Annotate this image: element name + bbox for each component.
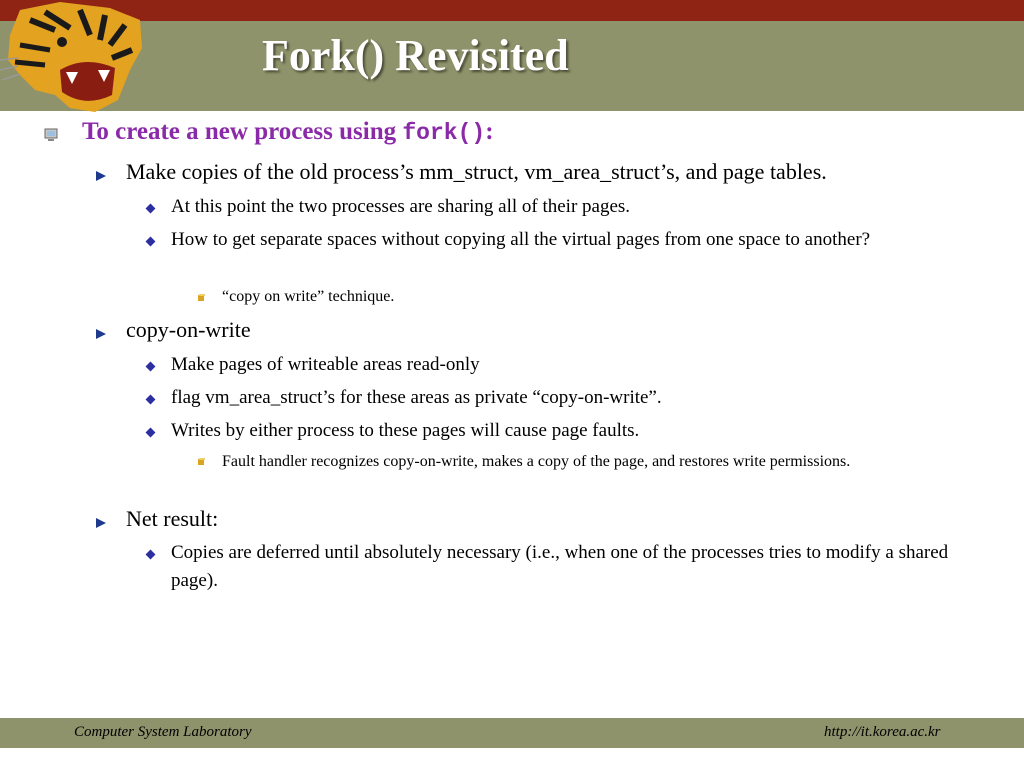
- diamond-bullet-icon: [146, 428, 156, 438]
- bullet-fault-handler: Fault handler recognizes copy-on-write, makes a copy of the page, and restores write permissions.: [222, 453, 851, 470]
- diamond-bullet-icon: [146, 237, 156, 247]
- diamond-bullet-icon: [146, 204, 156, 214]
- bullet-read-only: Make pages of writeable areas read-only: [171, 354, 480, 375]
- slide-title: Fork() Revisited: [262, 31, 569, 80]
- main-bullet-text: To create a new process using: [82, 118, 403, 145]
- diamond-bullet-icon: [146, 550, 156, 560]
- bullet-sharing: At this point the two processes are sharing all of their pages.: [171, 196, 631, 217]
- arrow-triangle-bullet-icon: [96, 329, 106, 339]
- fork-code: fork(): [402, 120, 486, 146]
- small-monitor-bullet-icon: [44, 128, 58, 142]
- bullet-deferred: Copies are deferred until absolutely necessary (i.e., when one of the processes tries to modify a shared page).: [171, 542, 949, 591]
- small-cube-bullet-icon: [198, 458, 205, 465]
- diamond-bullet-icon: [146, 362, 156, 372]
- bullet-copy-on-write: copy-on-write: [126, 317, 251, 342]
- main-bullet-suffix: :: [485, 118, 494, 145]
- arrow-triangle-bullet-icon: [96, 518, 106, 528]
- small-cube-bullet-icon: [198, 294, 205, 301]
- diamond-bullet-icon: [146, 395, 156, 405]
- bullet-copies: Make copies of the old process’s mm_struct, vm_area_struct’s, and page tables.: [126, 159, 827, 184]
- bullet-net-result: Net result:: [126, 506, 219, 531]
- bullet-flag-private: flag vm_area_struct’s for these areas as private “copy-on-write”.: [171, 387, 662, 408]
- arrow-triangle-bullet-icon: [96, 171, 106, 181]
- footer-url: http://it.korea.ac.kr: [824, 724, 941, 740]
- bullet-separate-spaces: How to get separate spaces without copying all the virtual pages from one space to another?: [171, 229, 871, 250]
- bullet-page-faults: Writes by either process to these pages will cause page faults.: [171, 420, 640, 441]
- footer-lab-name: Computer System Laboratory: [74, 724, 252, 740]
- bullet-cow-technique: “copy on write” technique.: [222, 288, 395, 305]
- main-bullet: [82, 118, 494, 146]
